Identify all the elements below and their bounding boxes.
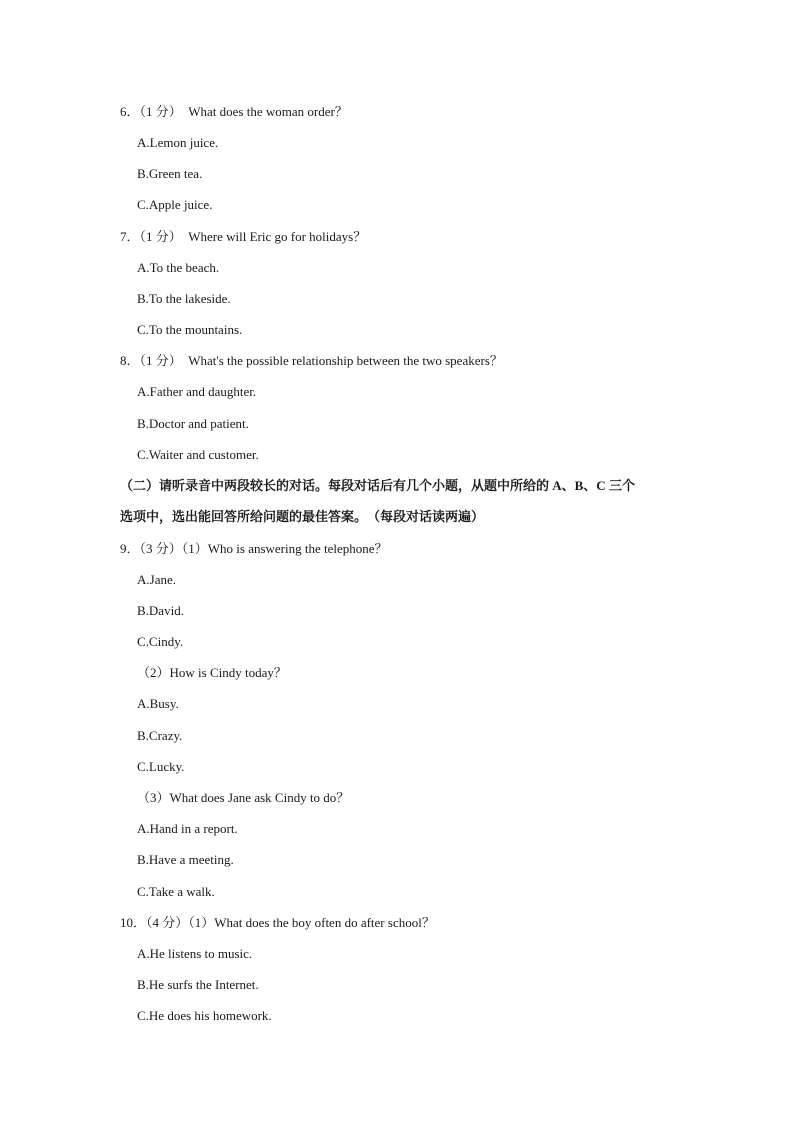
question-9-3-option-a: A.Hand in a report.: [137, 821, 238, 836]
question-9-stem: 9．（3 分）（1）Who is answering the telephone？: [120, 541, 388, 556]
question-9-2-option-a: A.Busy.: [137, 696, 179, 711]
question-9-2-option-c: C.Lucky.: [137, 759, 185, 774]
question-9-1-option-c: C.Cindy.: [137, 634, 184, 649]
section-2-instructions-line-1: （二）请听录音中两段较长的对话。每段对话后有几个小题，从题中所给的 A、B、C 三个: [120, 478, 635, 493]
question-9-1-option-b: B.David.: [137, 603, 184, 618]
question-9-2-stem: （2）How is Cindy today？: [137, 665, 287, 680]
question-6-option-c: C.Apple juice.: [137, 197, 213, 212]
question-7-stem: 7．（1 分） Where will Eric go for holidays？: [120, 229, 367, 244]
question-7-option-c: C.To the mountains.: [137, 322, 243, 337]
question-7-option-b: B.To the lakeside.: [137, 291, 231, 306]
question-9-1-option-a: A.Jane.: [137, 572, 176, 587]
question-9-3-option-b: B.Have a meeting.: [137, 852, 234, 867]
question-7-option-a: A.To the beach.: [137, 260, 220, 275]
question-10-1-option-a: A.He listens to music.: [137, 946, 253, 961]
question-6-option-a: A.Lemon juice.: [137, 135, 219, 150]
question-9-2-option-b: B.Crazy.: [137, 728, 183, 743]
question-6-option-b: B.Green tea.: [137, 166, 203, 181]
question-8-option-a: A.Father and daughter.: [137, 384, 257, 399]
question-9-3-stem: （3）What does Jane ask Cindy to do？: [137, 790, 350, 805]
question-10-stem: 10．（4 分）（1）What does the boy often do after school？: [120, 915, 435, 930]
question-8-option-b: B.Doctor and patient.: [137, 416, 249, 431]
question-8-option-c: C.Waiter and customer.: [137, 447, 259, 462]
section-2-instructions-line-2: 选项中，选出能回答所给问题的最佳答案。 （每段对话读两遍）: [120, 509, 485, 524]
question-10-1-option-b: B.He surfs the Internet.: [137, 977, 259, 992]
question-8-stem: 8．（1 分） What's the possible relationship between the two speakers？: [120, 353, 503, 368]
question-6-stem: 6．（1 分） What does the woman order？: [120, 104, 348, 119]
question-10-1-option-c: C.He does his homework.: [137, 1008, 272, 1023]
question-9-3-option-c: C.Take a walk.: [137, 884, 215, 899]
